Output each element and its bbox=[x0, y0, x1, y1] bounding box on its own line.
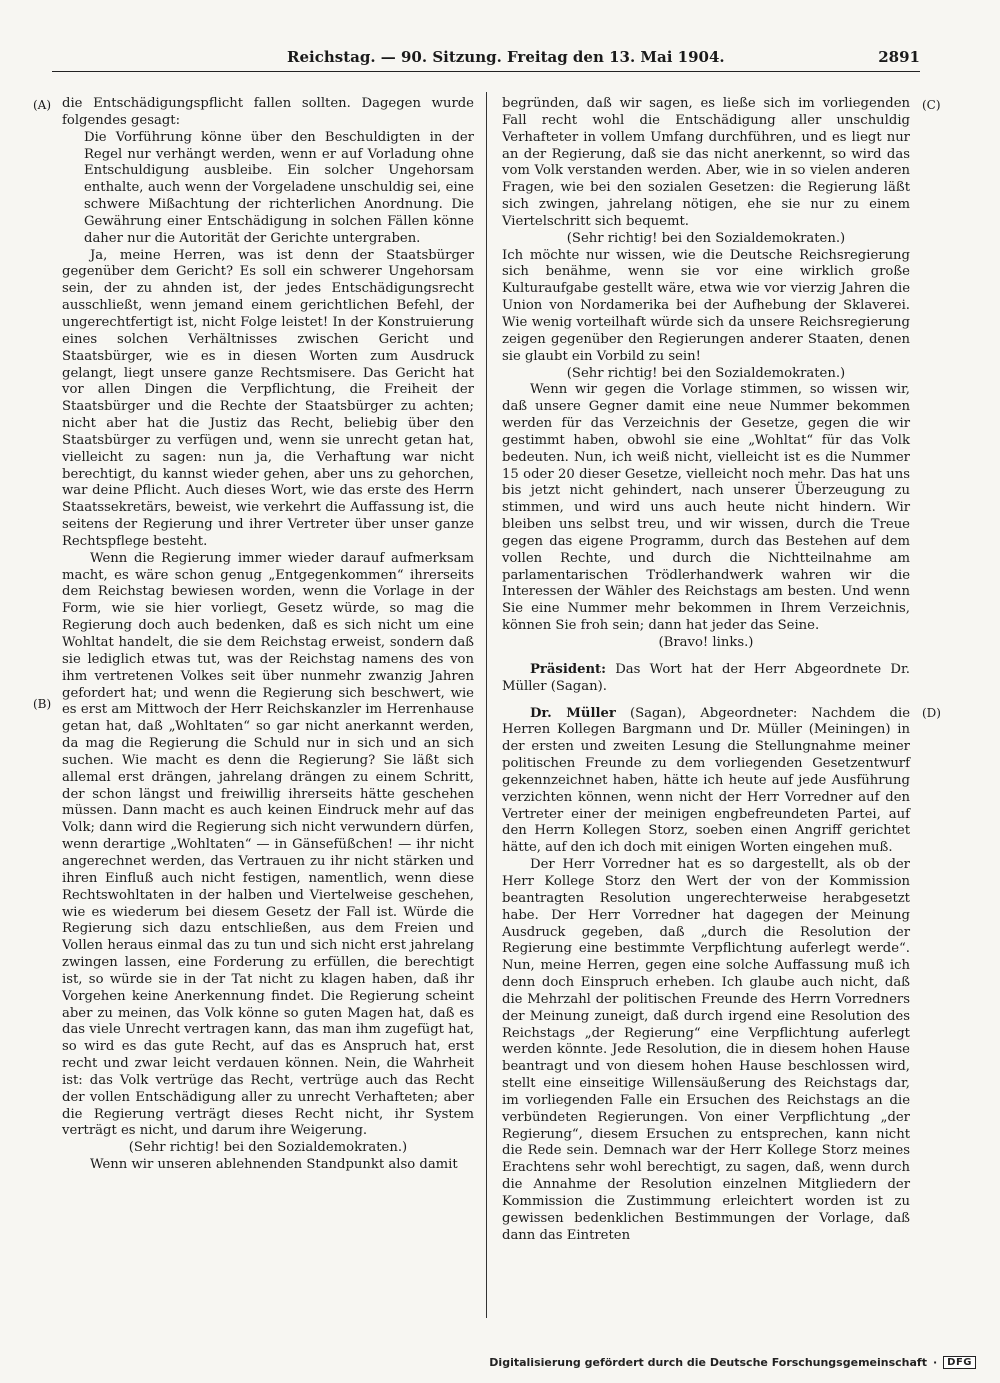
paragraph: Ja, meine Herren, was ist denn der Staatsbürger gegenüber dem Gericht? Es soll ein schwerer Ungehorsam sein, der zu ahnden ist, der jedes Entschädigungsrecht ausschließt, wenn jemand einem gerichtlichen Befehl, der ungerechtfertigt ist, nicht Folge leistet! In der Konstruierung eines solchen Verhältnisses zwischen Gericht und Staatsbürger, wie es in diesen Worten zum Ausdruck gelangt, liegt unsere ganze Rechtsmisere. Das Gericht hat vor allen Dingen die Verpflichtung, die Freiheit der Staatsbürger und die Rechte der Staatsbürger zu achten; nicht aber hat die Justiz das Recht, beliebig über den Staatsbürger zu verfügen und, wenn sie unrecht getan hat, vielleicht zu sagen: nun ja, die Verhaftung war nicht berechtigt, du kannst wieder gehen, aber uns zu gehorchen, war deine Pflicht. Auch dieses Wort, wie das erste des Herrn Staatssekretärs, beweist, wie verkehrt die Auffassung ist, die seitens der Regierung und ihrer Vertreter über unser ganze Rechtspflege besteht. bbox=[62, 247, 474, 549]
page-header bbox=[52, 48, 920, 70]
speaker-name: Dr. Müller bbox=[530, 705, 616, 721]
margin-marker-d: (D) bbox=[922, 706, 941, 720]
footer-credit bbox=[489, 1356, 976, 1369]
dfg-logo: DFG bbox=[943, 1356, 976, 1369]
speech-text: Das Wort hat der Herr Abgeordnete Dr. Müller (Sagan). bbox=[502, 661, 910, 694]
left-column bbox=[62, 96, 474, 1174]
paragraph: Der Herr Vorredner hat es so dargestellt, als ob der Herr Kollege Storz den Wert der von der Kommission beantragten Resolution ungerechterweise herabgesetzt habe. Der Herr Vorredner hat dagegen der Meinung Ausdruck gegeben, daß „durch die Resolution der Regierung eine bestimmte Verpflichtung auferlegt werde“. Nun, meine Herren, gegen eine solche Auffassung muß ich denn doch Einspruch erheben. Ich glaube auch nicht, daß die Mehrzahl der politischen Freunde des Herrn Vorredners der Meinung zuneigt, daß durch irgend eine Resolution des Reichstags „der Regierung“ eine Verpflichtung auferlegt werden könnte. Jede Resolution, die in diesem hohen Hause beantragt und von diesem hohen Hause beschlossen wird, stellt eine einseitige Willensäußerung des Reichstags dar, im vorliegenden Falle ein Ersuchen des Reichstags an die verbündeten Regierungen. Von einer Verpflichtung „der Regierung“, diesem Ersuchen zu entsprechen, kann nicht die Rede sein. Demnach war der Herr Kollege Storz meines Erachtens sehr wohl berechtigt, zu sagen, daß, wenn durch die Annahme der Resolution einzelnen Mitgliedern der Kommission die Zustimmung erleichtert worden ist zu gewissen bedenklichen Bestimmungen der Vorlage, daß dann das Eintreten bbox=[502, 857, 910, 1243]
footer-text: Digitalisierung gefördert durch die Deutsche Forschungsgemeinschaft bbox=[489, 1356, 927, 1369]
footer-separator: · bbox=[932, 1356, 938, 1369]
margin-marker-a: (A) bbox=[33, 98, 52, 112]
right-column bbox=[502, 96, 910, 1245]
paragraph: Wenn wir gegen die Vorlage stimmen, so wissen wir, daß unsere Gegner damit eine neue Nummer bekommen werden für das Verzeichnis der Gesetze, gegen die wir gestimmt haben, obwohl sie eine „Wohltat“ für das Volk bedeuten. Nun, ich weiß nicht, vielleicht ist es die Nummer 15 oder 20 dieser Gesetze, vielleicht noch mehr. Das hat uns bis jetzt nicht gehindert, nach unserer Überzeugung zu stimmen, und wird uns auch heute nicht hindern. Wir bleiben uns selbst treu, und wir wissen, durch die Treue gegen das eigene Programm, durch das Bestehen auf dem vollen Rechte, und durch die Nichtteilnahme am parlamentarischen Trödlerhandwerk wahren wir die Interessen der Wähler des Reichstags am besten. Und wenn Sie eine Nummer mehr bekommen in Ihrem Verzeichnis, können Sie froh sein; dann hat jeder das Seine. bbox=[502, 382, 910, 634]
margin-marker-b: (B) bbox=[33, 697, 52, 711]
speaker-paragraph bbox=[502, 706, 910, 858]
interjection: (Sehr richtig! bei den Sozialdemokraten.) bbox=[566, 230, 846, 246]
running-title: Reichstag. — 90. Sitzung. Freitag den 13. Mai 1904. bbox=[287, 48, 725, 66]
interjection: (Sehr richtig! bei den Sozialdemokraten.) bbox=[566, 365, 846, 381]
paragraph: die Entschädigungspflicht fallen sollten. Dagegen wurde folgendes gesagt: bbox=[62, 96, 474, 128]
page-number: 2891 bbox=[878, 48, 920, 66]
margin-marker-c: (C) bbox=[922, 98, 941, 112]
paragraph: Wenn die Regierung immer wieder darauf aufmerksam macht, es wäre schon genug „Entgegenkommen“ ihrerseits dem Reichstag bewiesen worden, wenn die Vorlage in der Form, wie sie hier vorliegt, Gesetz würde, so mag die Regierung doch auch bedenken, daß es sich nicht um eine Wohltat handelt, die sie dem Reichstag erweist, sondern daß sie lediglich etwas tut, was der Reichstag namens des von ihm vertretenen Volkes seit über nunmehr zwanzig Jahren gefordert hat; und wenn die Regierung sich beschwert, wie es erst am Mittwoch der Herr Reichskanzler im Herrenhause getan hat, daß „Wohltaten“ so gar nicht anerkannt werden, da mag die Regierung die Schuld nur in sich und an sich suchen. Wie macht es denn die Regierung? Sie läßt sich allemal erst drängen, jahrelang drängen zu einem Schritt, der schon längst und freiwillig ihrerseits hätte geschehen müssen. Dann macht es auch keinen Eindruck mehr auf das Volk; dann wird die Regierung sich nicht verwundern dürfen, wenn derartige „Wohltaten“ — in Gänsefüßchen! — ihr nicht angerechnet werden, das Vertrauen zu ihr nicht stärken und ihren Einfluß auch nicht festigen, namentlich, wenn diese Rechtswohltaten in der halben und Viertelweise geschehen, wie es wiederum bei diesem Gesetz der Fall ist. Würde die Regierung sich dazu entschließen, aus dem Freien und Vollen heraus einmal das zu tun und sich nicht erst jahrelang zwingen lassen, eine Forderung zu erfüllen, die berechtigt ist, so würde sie in der Tat nicht zu klagen haben, daß ihr Vorgehen keine Anerkennung findet. Die Regierung scheint aber zu meinen, das Volk könne so guten Magen hat, daß es das viele Unrecht vertragen kann, das man ihm zugefügt hat, so wird es das gute Recht, auf das es Anspruch hat, erst recht und zwar leicht verdauen können. Nein, die Wahrheit ist: das Volk vertrüge das Recht, vertrüge auch das Recht der vollen Entschädigung aller zu unrecht Verhafteten; aber die Regierung verträgt dieses Recht nicht, ihr System verträgt es nicht, und darum ihre Weigerung. bbox=[62, 550, 474, 1139]
speaker-name: Präsident: bbox=[530, 661, 607, 677]
header-rule bbox=[52, 71, 920, 72]
interjection: (Sehr richtig! bei den Sozialdemokraten.) bbox=[128, 1140, 408, 1156]
column-rule bbox=[486, 92, 487, 1318]
speech-text: (Sagan), Abgeordneter: Nachdem die Herren Kollegen Bargmann und Dr. Müller (Meiningen) in der ersten und zweiten Lesung die Stellungnahme meiner politischen Freunde zu dem vorliegenden Gesetzentwurf gekennzeichnet haben, hätte ich heute auf jede Ausführung verzichten können, wenn nicht der Herr Vorredner auf den Vertreter einer der meinigen engbefreundeten Partei, auf den Herrn Kollegen Storz, soeben einen Angriff gerichtet hätte, auf den ich doch mit einigen Worten eingehen muß. bbox=[502, 705, 911, 856]
paragraph: begründen, daß wir sagen, es ließe sich im vorliegenden Fall recht wohl die Entschädigung aller unschuldig Verhafteter in vollem Umfang durchführen, und es liegt nur an der Regierung, daß sie das nicht anerkennt, so wird das vom Volk verstanden werden. Aber, wie in so vielen anderen Fragen, wie bei den sozialen Gesetzen: die Regierung läßt sich zwingen, jahrelang nötigen, ehe sie nur zu einem Viertelschritt sich bequemt. bbox=[502, 96, 910, 229]
paragraph: Die Vorführung könne über den Beschuldigten in der Regel nur verhängt werden, wenn er auf Vorladung ohne Entschuldigung ausbleibe. Ein solcher Ungehorsam enthalte, auch wenn der Vorgeladene unschuldig sei, eine schwere Mißachtung der richterlichen Anordnung. Die Gewährung einer Entschädigung in solchen Fällen könne daher nur die Autorität der Gerichte untergraben. bbox=[84, 129, 474, 246]
paragraph: Ich möchte nur wissen, wie die Deutsche Reichsregierung sich benähme, wenn sie vor eine wirklich große Kulturaufgabe gestellt wäre, etwa wie vor vierzig Jahren die Union von Nordamerika bei der Aufhebung der Sklaverei. Wie wenig vorteilhaft würde sich da unsere Reichsregierung zeigen gegenüber den Regierungen anderer Staaten, denen sie glaubt ein Vorbild zu sein! bbox=[502, 247, 910, 364]
paragraph: Wenn wir unseren ablehnenden Standpunkt also damit bbox=[90, 1157, 458, 1173]
interjection: (Bravo! links.) bbox=[658, 635, 754, 650]
speaker-paragraph bbox=[502, 662, 910, 696]
